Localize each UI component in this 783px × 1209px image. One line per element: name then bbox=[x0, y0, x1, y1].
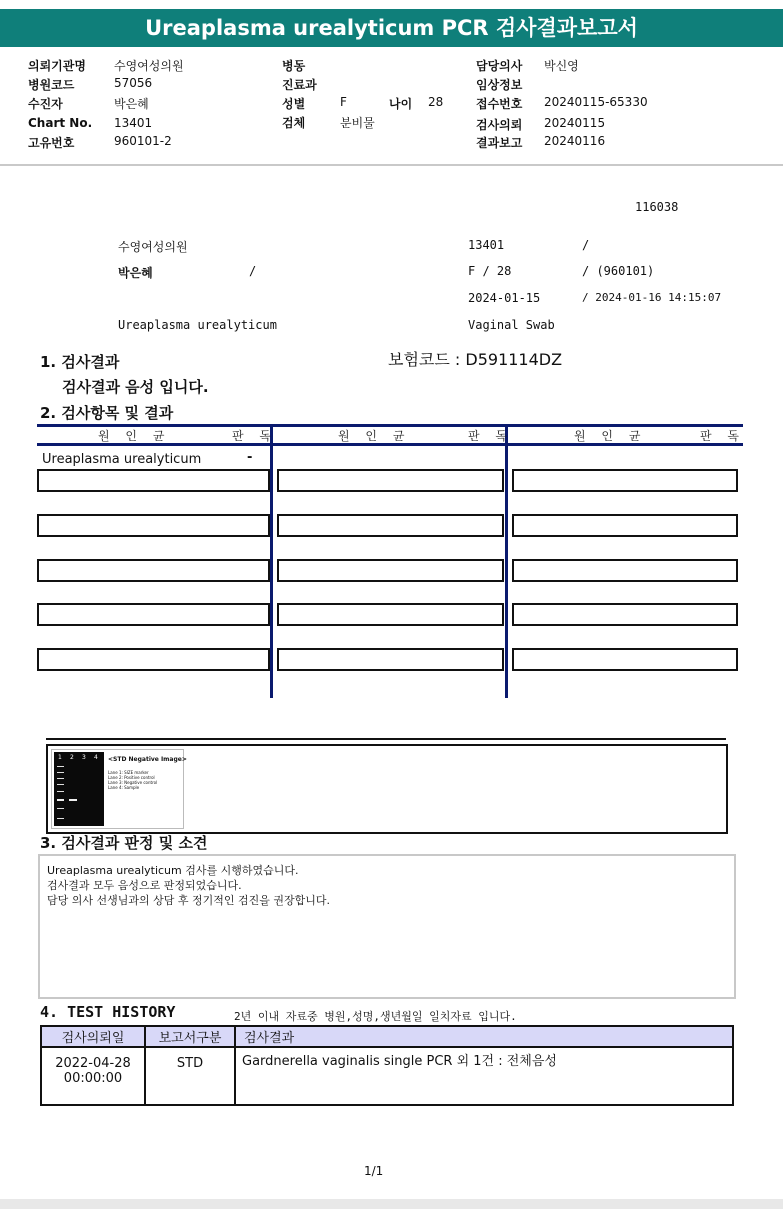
hospital-code-label: 병원코드 bbox=[28, 78, 75, 92]
lane-number: 3 bbox=[82, 754, 86, 761]
opinion-line: 검사결과 모두 음성으로 판정되었습니다. bbox=[47, 879, 242, 892]
organism-judgement: - bbox=[247, 450, 253, 465]
patient-value: 박은혜 bbox=[114, 97, 149, 111]
report-specimen: Vaginal Swab bbox=[468, 318, 555, 332]
lane-number: 4 bbox=[94, 754, 98, 761]
marker-band bbox=[57, 818, 64, 819]
result-box bbox=[37, 648, 270, 671]
result-box bbox=[512, 648, 738, 671]
hospital-code-value: 57056 bbox=[114, 76, 153, 90]
history-date: 2022-04-28 bbox=[55, 1056, 131, 1071]
result-box bbox=[512, 559, 738, 582]
gel-legend-line: Lane 1: SIZE marker bbox=[108, 770, 149, 775]
report-code: 116038 bbox=[635, 200, 679, 214]
history-type: STD bbox=[145, 1047, 235, 1105]
result-box bbox=[37, 514, 270, 537]
section3-title: 3. 검사결과 판정 및 소견 bbox=[40, 834, 208, 852]
history-date-cell bbox=[41, 1047, 145, 1105]
history-table bbox=[40, 1025, 734, 1106]
col-organism-header-2: 원 인 균 bbox=[338, 429, 411, 443]
history-note: 2년 이내 자료중 병원,성명,생년월일 일치자료 입니다. bbox=[234, 1010, 517, 1023]
report-slash-2: / bbox=[249, 264, 257, 278]
opinion-line: Ureaplasma urealyticum 검사를 시행하였습니다. bbox=[47, 864, 299, 877]
history-header-date: 검사의뢰일 bbox=[41, 1026, 145, 1047]
institution-value: 수영여성의원 bbox=[114, 59, 184, 73]
receipt-label: 접수번호 bbox=[476, 97, 523, 111]
doctor-label: 담당의사 bbox=[476, 59, 523, 73]
report-dob: / (960101) bbox=[582, 264, 655, 278]
clinical-label: 임상정보 bbox=[476, 78, 523, 92]
column-divider-2 bbox=[505, 424, 508, 698]
positive-control-band bbox=[69, 799, 77, 801]
result-value: 20240116 bbox=[544, 134, 606, 148]
gel-thumbnail bbox=[51, 749, 187, 829]
request-value: 20240115 bbox=[544, 116, 606, 130]
lane-number: 1 bbox=[58, 754, 62, 761]
unique-label: 고유번호 bbox=[28, 136, 75, 150]
dept-label: 진료과 bbox=[282, 78, 317, 92]
result-label: 결과보고 bbox=[476, 136, 523, 150]
history-header-type: 보고서구분 bbox=[145, 1026, 235, 1047]
doctor-value: 박신영 bbox=[544, 59, 579, 73]
report-patient: 박은혜 bbox=[118, 266, 153, 280]
gel-image bbox=[54, 752, 104, 826]
chart-label: Chart No. bbox=[28, 116, 93, 130]
report-institution: 수영여성의원 bbox=[118, 240, 188, 254]
section2-title: 2. 검사항목 및 결과 bbox=[40, 404, 174, 422]
report-slash-1: / bbox=[582, 238, 590, 252]
result-box bbox=[512, 603, 738, 626]
col-judgement-header-1: 판 독 bbox=[232, 429, 277, 443]
result-box bbox=[277, 559, 504, 582]
patient-label: 수진자 bbox=[28, 97, 63, 111]
report-request-date: 2024-01-15 bbox=[468, 291, 541, 305]
history-header-result: 검사결과 bbox=[235, 1026, 733, 1047]
result-box bbox=[512, 469, 738, 492]
report-test-name: Ureaplasma urealyticum bbox=[118, 318, 277, 332]
result-box bbox=[277, 648, 504, 671]
report-sex-age: F / 28 bbox=[468, 264, 512, 278]
specimen-label: 검체 bbox=[282, 116, 306, 130]
col-judgement-header-3: 판 독 bbox=[700, 429, 745, 443]
report-title: Ureaplasma urealyticum PCR 검사결과보고서 bbox=[0, 9, 783, 47]
table-row bbox=[41, 1047, 733, 1105]
history-time: 00:00:00 bbox=[63, 1071, 123, 1086]
col-organism-header-1: 원 인 균 bbox=[98, 429, 171, 443]
gel-title: <STD Negative Image> bbox=[108, 756, 187, 763]
marker-band bbox=[57, 784, 64, 785]
gel-legend-line: Lane 3: Negative control bbox=[108, 780, 158, 785]
result-box bbox=[277, 603, 504, 626]
ward-label: 병동 bbox=[282, 59, 306, 73]
marker-band bbox=[57, 808, 64, 809]
marker-band bbox=[57, 778, 64, 779]
marker-band bbox=[57, 772, 64, 773]
age-value: 28 bbox=[428, 95, 444, 109]
sex-label: 성별 bbox=[282, 97, 306, 111]
unique-value: 960101-2 bbox=[114, 134, 172, 148]
result-box bbox=[277, 469, 504, 492]
chart-value: 13401 bbox=[114, 116, 153, 130]
age-label: 나이 bbox=[389, 97, 413, 111]
result-box bbox=[277, 514, 504, 537]
result-box bbox=[37, 469, 270, 492]
result-box bbox=[37, 559, 270, 582]
marker-band bbox=[57, 791, 64, 792]
marker-band bbox=[57, 766, 64, 767]
report-chart: 13401 bbox=[468, 238, 505, 252]
col-organism-header-3: 원 인 균 bbox=[574, 429, 647, 443]
history-result: Gardnerella vaginalis single PCR 외 1건 : 전체음성 bbox=[235, 1047, 733, 1105]
opinion-line: 담당 의사 선생님과의 상담 후 정기적인 검진을 권장합니다. bbox=[47, 894, 330, 907]
receipt-value: 20240115-65330 bbox=[544, 95, 648, 109]
result-box bbox=[512, 514, 738, 537]
gel-legend-line: Lane 4: Sample bbox=[108, 785, 140, 790]
page-bottom-bar bbox=[0, 1199, 783, 1209]
section4-title: 4. TEST HISTORY bbox=[40, 1003, 176, 1021]
marker-band bbox=[57, 799, 64, 801]
page-number: 1/1 bbox=[364, 1164, 384, 1178]
header-divider bbox=[0, 164, 783, 166]
result-summary: 검사결과 음성 입니다. bbox=[62, 378, 209, 396]
organism-name: Ureaplasma urealyticum bbox=[42, 452, 202, 467]
lane-number: 2 bbox=[70, 754, 74, 761]
gel-legend-line: Lane 2: Positive control bbox=[108, 775, 155, 780]
column-divider-1 bbox=[270, 424, 273, 698]
opinion-box bbox=[38, 854, 736, 999]
report-datetime: / 2024-01-16 14:15:07 bbox=[582, 291, 722, 304]
specimen-value: 분비물 bbox=[340, 116, 375, 130]
request-label: 검사의뢰 bbox=[476, 118, 523, 132]
result-box bbox=[37, 603, 270, 626]
institution-label: 의뢰기관명 bbox=[28, 59, 86, 73]
section1-title: 1. 검사결과 bbox=[40, 353, 120, 371]
sex-value: F bbox=[340, 95, 347, 109]
insurance-code: 보험코드 : D591114DZ bbox=[388, 350, 563, 369]
col-judgement-header-2: 판 독 bbox=[468, 429, 513, 443]
gel-top-rule bbox=[46, 738, 726, 740]
